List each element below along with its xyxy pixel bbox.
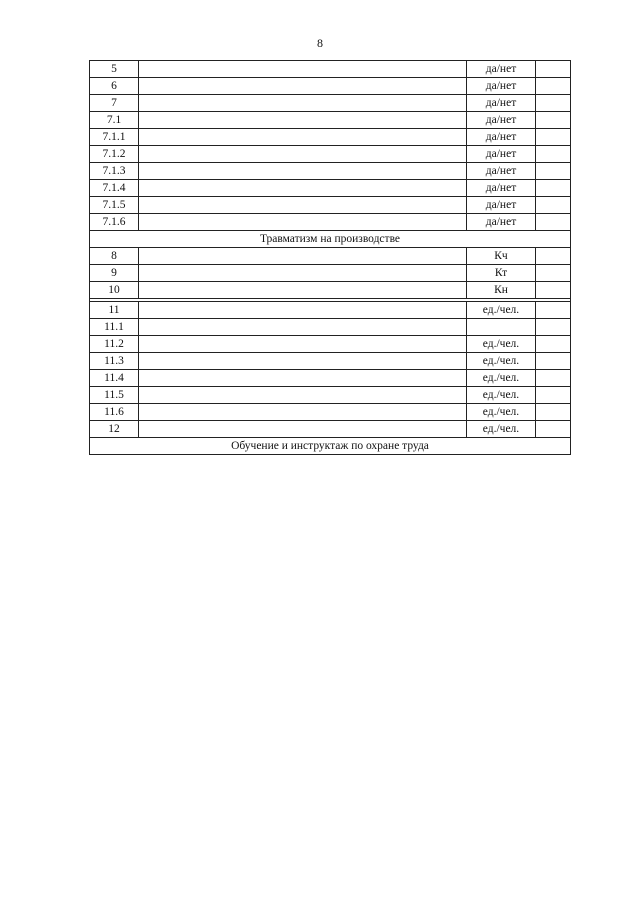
indicator-value [536, 180, 571, 197]
indicators-table [89, 60, 571, 455]
row-number: 11.2 [90, 336, 139, 353]
table-row [90, 112, 571, 129]
indicator-value [536, 336, 571, 353]
unit-of-measure: да/нет [467, 214, 536, 231]
table-row [90, 163, 571, 180]
indicator-name [139, 78, 467, 95]
indicator-name [139, 163, 467, 180]
indicator-value [536, 129, 571, 146]
table-body [90, 61, 571, 455]
indicator-name [139, 180, 467, 197]
row-number: 11.4 [90, 370, 139, 387]
unit-of-measure: да/нет [467, 78, 536, 95]
indicator-value [536, 404, 571, 421]
table-row [90, 319, 571, 336]
indicator-name [139, 387, 467, 404]
section-title: Травматизм на производстве [90, 231, 571, 248]
row-number: 12 [90, 421, 139, 438]
section-row [90, 438, 571, 455]
row-number: 5 [90, 61, 139, 78]
indicator-name [139, 404, 467, 421]
indicator-name [139, 248, 467, 265]
section-row [90, 231, 571, 248]
indicator-value [536, 282, 571, 299]
table-row [90, 404, 571, 421]
indicator-value [536, 61, 571, 78]
indicator-value [536, 353, 571, 370]
indicator-name [139, 421, 467, 438]
table-row [90, 95, 571, 112]
indicator-name [139, 146, 467, 163]
indicator-name [139, 265, 467, 282]
indicator-name [139, 112, 467, 129]
indicator-name [139, 214, 467, 231]
table-row [90, 387, 571, 404]
indicator-name [139, 197, 467, 214]
row-number: 8 [90, 248, 139, 265]
row-number: 6 [90, 78, 139, 95]
row-number: 11.1 [90, 319, 139, 336]
indicator-name [139, 336, 467, 353]
row-number: 9 [90, 265, 139, 282]
indicator-name [139, 129, 467, 146]
unit-of-measure: да/нет [467, 61, 536, 78]
indicator-value [536, 387, 571, 404]
indicator-value [536, 163, 571, 180]
row-number: 7.1 [90, 112, 139, 129]
table-row [90, 146, 571, 163]
indicator-value [536, 319, 571, 336]
indicator-value [536, 146, 571, 163]
unit-of-measure: да/нет [467, 112, 536, 129]
row-number: 11.5 [90, 387, 139, 404]
row-number: 7.1.3 [90, 163, 139, 180]
table-row [90, 336, 571, 353]
unit-of-measure: Кн [467, 282, 536, 299]
unit-of-measure: да/нет [467, 197, 536, 214]
unit-of-measure: ед./чел. [467, 387, 536, 404]
unit-of-measure: да/нет [467, 146, 536, 163]
unit-of-measure: ед./чел. [467, 353, 536, 370]
row-number: 11 [90, 302, 139, 319]
row-number: 7.1.4 [90, 180, 139, 197]
unit-of-measure: ед./чел. [467, 370, 536, 387]
indicator-name [139, 353, 467, 370]
unit-of-measure: да/нет [467, 95, 536, 112]
indicator-name [139, 95, 467, 112]
row-number: 7.1.2 [90, 146, 139, 163]
table-row [90, 248, 571, 265]
unit-of-measure: ед./чел. [467, 336, 536, 353]
row-number: 11.3 [90, 353, 139, 370]
table-row [90, 302, 571, 319]
table-row [90, 370, 571, 387]
row-number: 7.1.5 [90, 197, 139, 214]
unit-of-measure: ед./чел. [467, 404, 536, 421]
table-row [90, 421, 571, 438]
row-number: 11.6 [90, 404, 139, 421]
indicator-name [139, 282, 467, 299]
unit-of-measure: ед./чел. [467, 302, 536, 319]
indicator-value [536, 214, 571, 231]
table-row [90, 129, 571, 146]
table-row [90, 197, 571, 214]
section-title: Обучение и инструктаж по охране труда [90, 438, 571, 455]
table-row [90, 78, 571, 95]
indicator-value [536, 197, 571, 214]
table-row [90, 265, 571, 282]
unit-of-measure: Кт [467, 265, 536, 282]
unit-of-measure: да/нет [467, 180, 536, 197]
row-number: 7.1.1 [90, 129, 139, 146]
indicator-name [139, 370, 467, 387]
row-number: 7.1.6 [90, 214, 139, 231]
table-row [90, 61, 571, 78]
table-row [90, 353, 571, 370]
indicator-value [536, 421, 571, 438]
table-row [90, 282, 571, 299]
table-row [90, 214, 571, 231]
row-number: 10 [90, 282, 139, 299]
unit-of-measure [467, 319, 536, 336]
indicator-value [536, 112, 571, 129]
row-number: 7 [90, 95, 139, 112]
indicator-name [139, 302, 467, 319]
unit-of-measure: ед./чел. [467, 421, 536, 438]
indicator-value [536, 265, 571, 282]
unit-of-measure: да/нет [467, 129, 536, 146]
table-row [90, 180, 571, 197]
indicator-value [536, 95, 571, 112]
indicator-name [139, 61, 467, 78]
page-number: 8 [317, 36, 323, 50]
unit-of-measure: Кч [467, 248, 536, 265]
indicator-value [536, 78, 571, 95]
indicator-value [536, 302, 571, 319]
indicator-name [139, 319, 467, 336]
indicator-value [536, 248, 571, 265]
indicator-value [536, 370, 571, 387]
unit-of-measure: да/нет [467, 163, 536, 180]
